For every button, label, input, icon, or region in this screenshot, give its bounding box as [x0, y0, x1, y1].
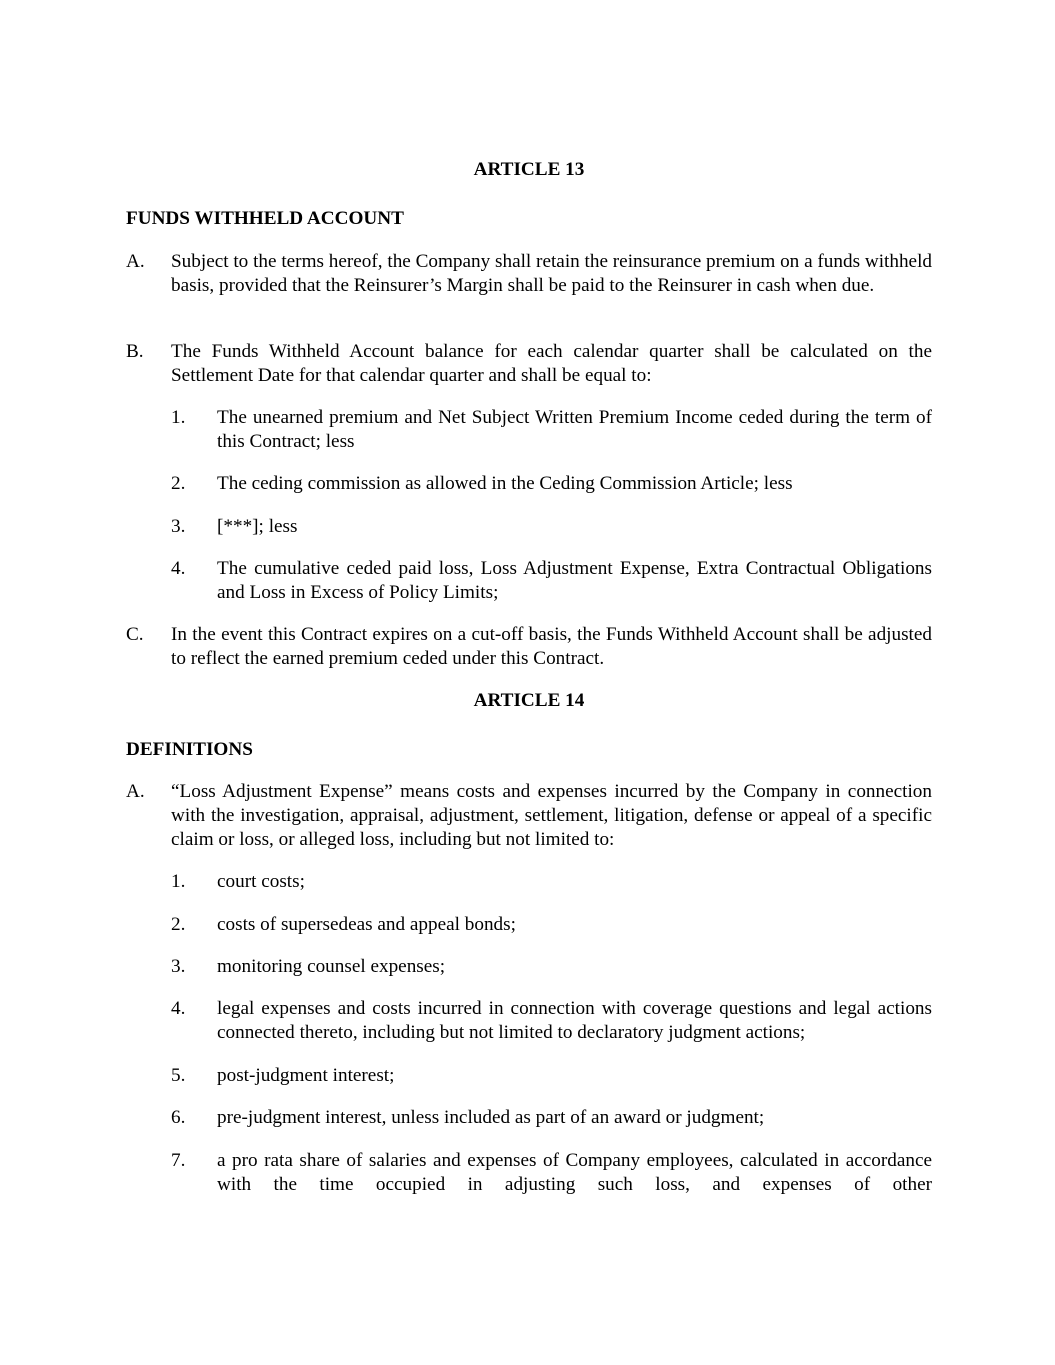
list-item-label: 3. [171, 956, 186, 977]
list-item-text: pre-judgment interest, unless included as part of an award or judgment; [217, 1107, 765, 1128]
list-item-text: [***]; less [217, 516, 298, 537]
list-item-text: costs of supersedeas and appeal bonds; [217, 914, 516, 935]
list-item-text: post-judgment interest; [217, 1065, 395, 1086]
list-item-text: legal expenses and costs incurred in connection with coverage questions and legal actions connected thereto, including but not limited to declaratory judgment actions; [217, 998, 932, 1043]
article-14-title: DEFINITIONS [126, 739, 253, 760]
list-item-text: The unearned premium and Net Subject Written Premium Income ceded during the term of this Contract; less [217, 407, 932, 452]
para-label: A. [126, 251, 145, 272]
para-text: The Funds Withheld Account balance for each calendar quarter shall be calculated on the Settlement Date for that calendar quarter and shall be equal to: [171, 341, 932, 386]
para-text: In the event this Contract expires on a cut-off basis, the Funds Withheld Account shall be adjusted to reflect the earned premium ceded under this Contract. [171, 624, 932, 669]
para-text: Subject to the terms hereof, the Company shall retain the reinsurance premium on a funds withheld basis, provided that the Reinsurer’s Margin shall be paid to the Reinsurer in cash when due. [171, 251, 932, 296]
list-item-label: 2. [171, 914, 186, 935]
list-item-label: 6. [171, 1107, 186, 1128]
article-13-heading: ARTICLE 13 [473, 159, 585, 180]
list-item-label: 3. [171, 516, 186, 537]
list-item-text: The ceding commission as allowed in the Ceding Commission Article; less [217, 473, 793, 494]
para-label: B. [126, 341, 144, 362]
para-text: “Loss Adjustment Expense” means costs and expenses incurred by the Company in connection with the investigation, appraisal, adjustment, settlement, litigation, defense or appeal of a specific claim or loss, or alleged loss, including but not limited to: [171, 781, 932, 850]
list-item-label: 5. [171, 1065, 186, 1086]
list-item-label: 4. [171, 558, 186, 579]
list-item-label: 2. [171, 473, 186, 494]
article-14-heading: ARTICLE 14 [473, 690, 585, 711]
list-item-label: 7. [171, 1150, 186, 1171]
para-label: A. [126, 781, 145, 802]
list-item-label: 4. [171, 998, 186, 1019]
list-item-text: court costs; [217, 871, 305, 892]
list-item-text: monitoring counsel expenses; [217, 956, 446, 977]
list-item-label: 1. [171, 871, 186, 892]
list-item-text: The cumulative ceded paid loss, Loss Adjustment Expense, Extra Contractual Obligations and Loss in Excess of Policy Limits; [217, 558, 932, 603]
para-label: C. [126, 624, 144, 645]
list-item-label: 1. [171, 407, 186, 428]
article-13-title: FUNDS WITHHELD ACCOUNT [126, 208, 404, 229]
list-item-text: a pro rata share of salaries and expenses of Company employees, calculated in accordance with the time occupied in adjusting such loss, and expenses of other [217, 1150, 932, 1195]
